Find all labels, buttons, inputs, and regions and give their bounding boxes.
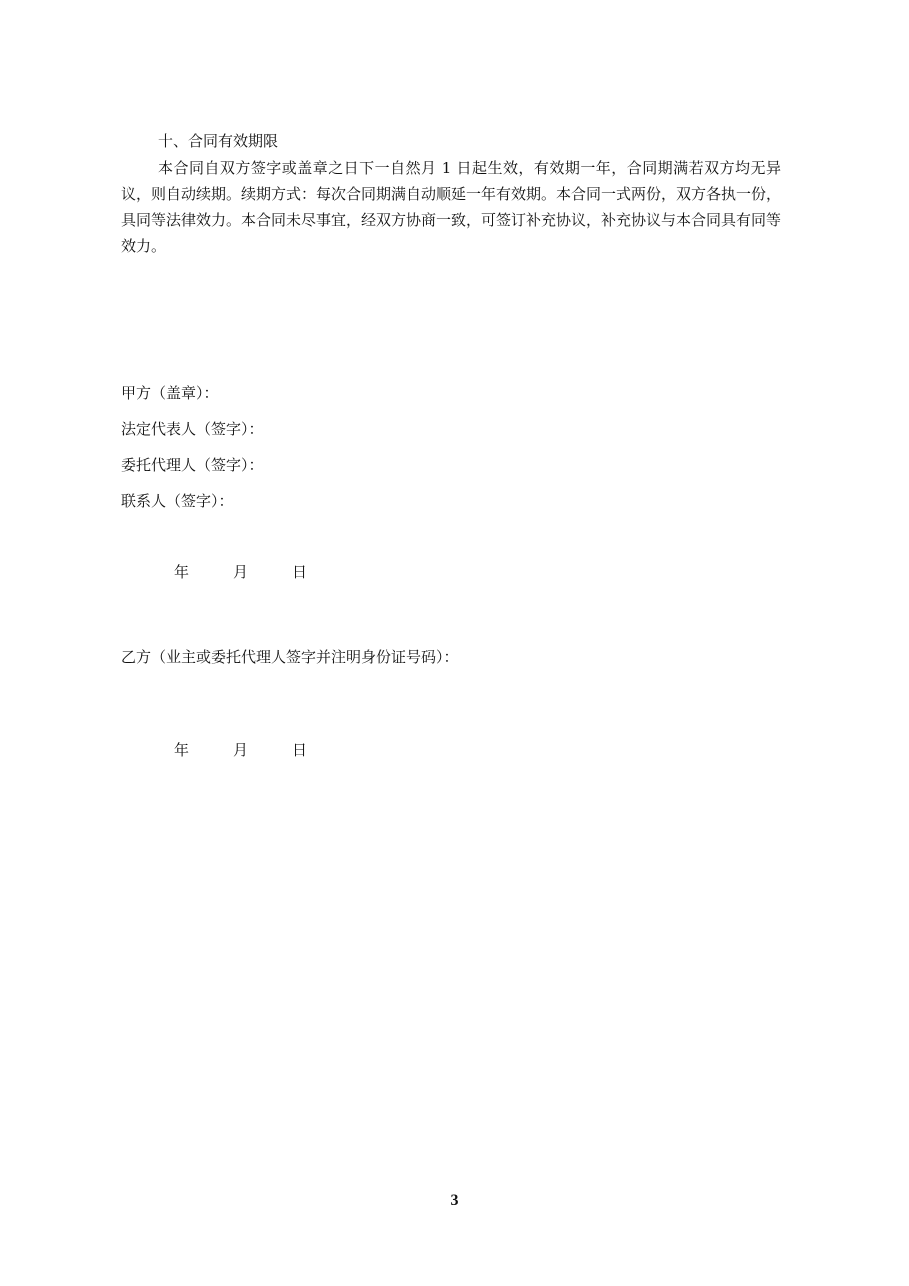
party-a-date-year: 年: [174, 563, 190, 581]
party-a-seal-label: 甲方（盖章）：: [121, 384, 219, 402]
section-heading: 十、合同有效期限: [158, 132, 279, 150]
party-a-agent-label: 委托代理人（签字）：: [121, 456, 264, 474]
party-b-date-year: 年: [174, 741, 190, 759]
party-b-date-line: [174, 740, 351, 760]
party-a-date-day: 日: [292, 563, 308, 581]
party-b-date-day: 日: [292, 741, 308, 759]
party-b-signature-label: 乙方（业主或委托代理人签字并注明身份证号码）：: [121, 648, 459, 666]
party-a-contact-label: 联系人（签字）：: [121, 492, 234, 510]
validity-clause-paragraph: 本合同自双方签字或盖章之日下一自然月 1 日起生效，有效期一年，合同期满若双方均无异议，则自动续期。续期方式：每次合同期满自动顺延一年有效期。本合同一式两份，双方各执一份，具同等法律效力。本合同未尽事宜，经双方协商一致，可签订补充协议，补充协议与本合同具有同等效力。: [121, 159, 782, 255]
party-a-date-month: 月: [233, 563, 249, 581]
party-b-date-month: 月: [233, 741, 249, 759]
page-number: 3: [450, 1192, 459, 1209]
party-a-legal-rep-label: 法定代表人（签字）：: [121, 420, 264, 438]
party-a-date-line: [174, 562, 351, 582]
